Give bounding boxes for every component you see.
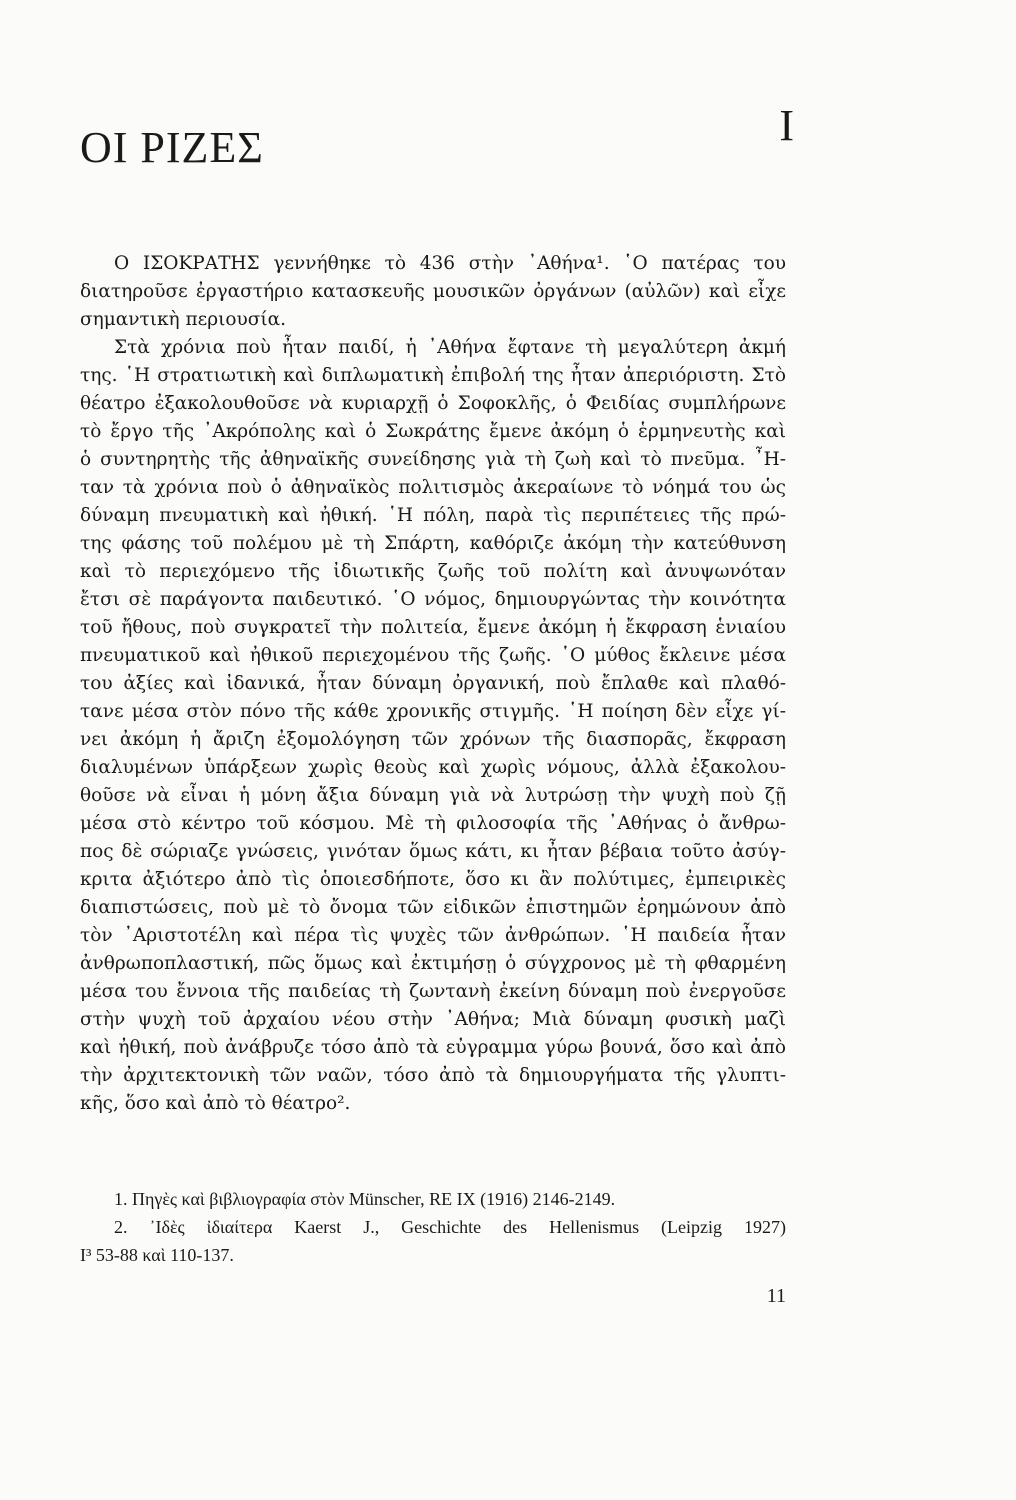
footnote-line: 2. ᾿Ιδὲς ἰδιαίτερα Kaerst J., Geschichte des Hellenismus (Leipzig 1927): [114, 1217, 786, 1237]
footnotes: [80, 1185, 786, 1269]
body-text: [80, 250, 786, 1118]
text-line: της φάσης τοῦ πολέμου μὲ τὴ Σπάρτη, καθόριζε ἀκόμη τὴν κατεύθυνση: [80, 533, 786, 554]
text-line: της. ῾Η στρατιωτικὴ καὶ διπλωματικὴ ἐπιβολή της ἦταν ἀπεριόριστη. Στὸ: [80, 365, 786, 386]
text-line: θέατρο ἐξακολουθοῦσε νὰ κυριαρχῇ ὁ Σοφοκλῆς, ὁ Φειδίας συμπλήρωνε: [80, 393, 786, 414]
text-line: διαλυμένων ὑπάρξεων χωρὶς θεοὺς καὶ χωρὶς νόμους, ἀλλὰ ἐξακολου-: [80, 757, 786, 778]
chapter-number: I: [779, 101, 795, 150]
text-line: διατηροῦσε ἐργαστήριο κατασκευῆς μουσικῶν ὀργάνων (αὐλῶν) καὶ εἶχε: [80, 281, 786, 302]
text-line: κῆς, ὅσο καὶ ἀπὸ τὸ θέατρο².: [80, 1093, 351, 1114]
text-line: Στὰ χρόνια ποὺ ἦταν παιδί, ἡ ᾿Αθήνα ἔφτανε τὴ μεγαλύτερη ἀκμή: [114, 337, 786, 358]
text-line: τὸ ἔργο τῆς ᾿Ακρόπολης καὶ ὁ Σωκράτης ἔμενε ἀκόμη ὁ ἑρμηνευτὴς καὶ: [80, 421, 786, 442]
text-line: κριτα ἀξιότερο ἀπὸ τὶς ὁποιεσδήποτε, ὅσο κι ἂν πολύτιμες, ἐμπειρικὲς: [80, 869, 786, 890]
text-line: διαπιστώσεις, ποὺ μὲ τὸ ὄνομα τῶν εἰδικῶν ἐπιστημῶν ἐρημώνουν ἀπὸ: [80, 897, 786, 918]
text-line: του ἀξίες καὶ ἰδανικά, ἦταν δύναμη ὀργανική, ποὺ ἔπλαθε καὶ πλαθό-: [80, 673, 786, 694]
text-line: νει ἀκόμη ἡ ἄριζη ἐξομολόγηση τῶν χρόνων τῆς διασπορᾶς, ἔκφραση: [80, 729, 786, 750]
text-line: τανε μέσα στὸν πόνο τῆς κάθε χρονικῆς στιγμῆς. ῾Η ποίηση δὲν εἶχε γί-: [80, 701, 786, 722]
text-line: στὴν ψυχὴ τοῦ ἀρχαίου νέου στὴν ᾿Αθήνα; Μιὰ δύναμη φυσικὴ μαζὶ: [80, 1009, 786, 1030]
text-line: πνευματικοῦ καὶ ἠθικοῦ περιεχομένου τῆς ζωῆς. ῾Ο μύθος ἔκλεινε μέσα: [80, 645, 786, 666]
text-line: καὶ τὸ περιεχόμενο τῆς ἰδιωτικῆς ζωῆς τοῦ πολίτη καὶ ἀνυψωνόταν: [80, 561, 786, 582]
text-line: πος δὲ σώριαζε γνώσεις, γινόταν ὅμως κάτι, κι ἦταν βέβαια τοῦτο ἀσύγ-: [80, 841, 786, 862]
text-line: Ο ΙΣΟΚΡΑΤΗΣ γεννήθηκε τὸ 436 στὴν ᾿Αθήνα¹. ῾Ο πατέρας του: [114, 253, 786, 274]
text-line: μέσα του ἔννοια τῆς παιδείας τὴ ζωντανὴ ἐκείνη δύναμη ποὺ ἐνεργοῦσε: [80, 981, 786, 1002]
footnote-line: I³ 53-88 καὶ 110-137.: [80, 1245, 234, 1265]
text-line: θοῦσε νὰ εἶναι ἡ μόνη ἄξια δύναμη γιὰ νὰ λυτρώσῃ τὴν ψυχὴ ποὺ ζῇ: [80, 785, 786, 806]
text-line: τὴν ἀρχιτεκτονικὴ τῶν ναῶν, τόσο ἀπὸ τὰ δημιουργήματα τῆς γλυπτι-: [80, 1065, 786, 1086]
text-line: μέσα στὸ κέντρο τοῦ κόσμου. Μὲ τὴ φιλοσοφία τῆς ᾿Αθήνας ὁ ἄνθρω-: [80, 813, 786, 834]
footnote-line: 1. Πηγὲς καὶ βιβλιογραφία στὸν Münscher, RE IX (1916) 2146-2149.: [114, 1189, 616, 1209]
text-line: ὁ συντηρητὴς τῆς ἀθηναϊκῆς συνείδησης γιὰ τὴ ζωὴ καὶ τὸ πνεῦμα. ῏Η-: [80, 449, 786, 470]
paragraph: [80, 334, 786, 1118]
text-line: τὸν ᾿Αριστοτέλη καὶ πέρα τὶς ψυχὲς τῶν ἀνθρώπων. ῾Η παιδεία ἦταν: [80, 925, 786, 946]
paragraphs: [80, 250, 786, 1118]
text-line: τοῦ ἤθους, ποὺ συγκρατεῖ τὴν πολιτεία, ἔμενε ἀκόμη ἡ ἔκφραση ἑνιαίου: [80, 617, 786, 638]
text-line: δύναμη πνευματικὴ καὶ ἠθική. ῾Η πόλη, παρὰ τὶς περιπέτειες τῆς πρώ-: [80, 505, 786, 526]
text-line: σημαντικὴ περιουσία.: [80, 309, 287, 330]
chapter-title: ΟΙ ΡΙΖΕΣ: [80, 123, 264, 172]
text-line: ταν τὰ χρόνια ποὺ ὁ ἀθηναϊκὸς πολιτισμὸς ἀκεραίωνε τὸ νόημά του ὡς: [80, 477, 786, 498]
text-line: καὶ ἠθική, ποὺ ἀνάβρυζε τόσο ἀπὸ τὰ εὐγραμμα γύρω βουνά, ὅσο καὶ ἀπὸ: [80, 1037, 786, 1058]
text-line: ἔτσι σὲ παράγοντα παιδευτικό. ῾Ο νόμος, δημιουργώντας τὴν κοινότητα: [80, 589, 786, 610]
page-number: 11: [766, 1285, 786, 1307]
text-line: ἀνθρωποπλαστική, πῶς ὅμως καὶ ἐκτιμήσῃ ὁ σύγχρονος μὲ τὴ φθαρμένη: [80, 953, 786, 974]
paragraph: [80, 250, 786, 334]
